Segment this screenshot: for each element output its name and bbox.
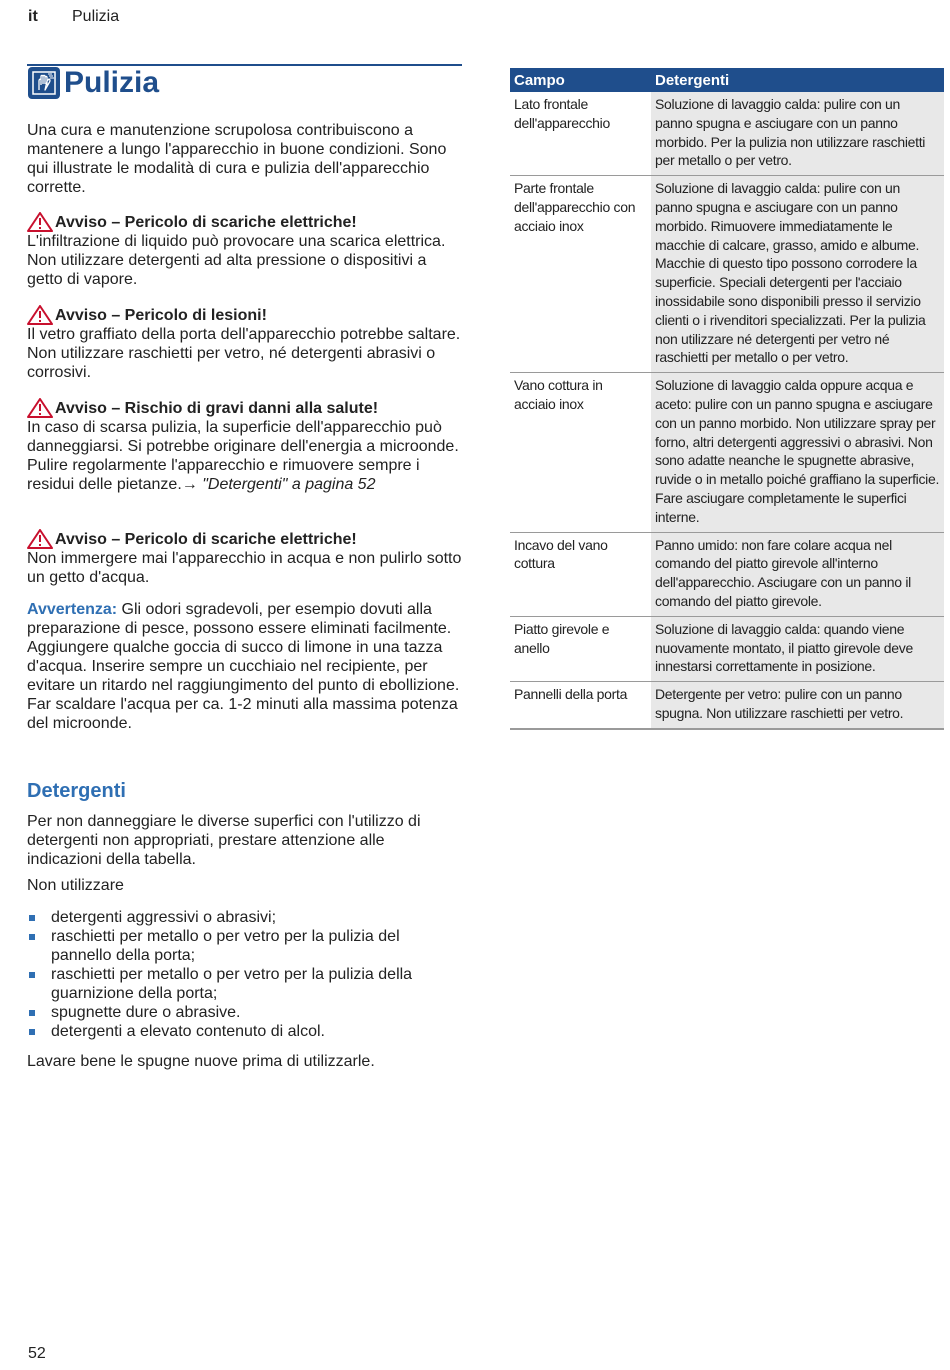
non-utilizzare-block (27, 876, 462, 895)
reference-arrow-icon: → (181, 476, 198, 493)
warning-heading: Avviso – Rischio di gravi danni alla salute! (55, 399, 379, 417)
table-cell-campo: Piatto girevole e anello (510, 616, 651, 681)
note-text: Gli odori sgradevoli, per esempio dovuti alla preparazione di pesce, possono essere eliminati facilmente. Aggiungere qualche goccia di succo di limone in una tazza d'acqua. Inserire sempre un cucchiaio nel recipiente, per evitare un ritardo nel raggiungimento del punto di ebollizione. Far scaldare l'acqua per ca. 1-2 minuti alla massima potenza del microonde. (27, 601, 460, 732)
table-cell-detergenti: Detergente per vetro: pulire con un panno spugna. Non utilizzare raschietti per vetro. (651, 682, 944, 729)
bullet-square-icon (29, 1029, 35, 1035)
table-row (510, 682, 944, 729)
warning-triangle-icon (27, 212, 53, 232)
table-cell-campo: Parte frontale dell'apparecchio con acciaio inox (510, 176, 651, 373)
warning-heading: Avviso – Pericolo di scariche elettriche! (55, 213, 357, 231)
warning-triangle-icon (27, 305, 53, 325)
warning-text: Non immergere mai l'apparecchio in acqua e non pulirlo sotto un getto d'acqua. (27, 550, 462, 586)
warning-heading: Avviso – Pericolo di lesioni! (55, 306, 267, 324)
warning-4 (27, 529, 462, 587)
list-item: detergenti aggressivi o abrasivi; (27, 908, 462, 927)
closing-block (27, 1052, 462, 1071)
table-row (510, 532, 944, 616)
table-row (510, 176, 944, 373)
table-row (510, 92, 944, 176)
intro-block (27, 121, 462, 197)
page-title-block (28, 66, 159, 100)
detergenti-intro: Per non danneggiare le diverse superfici con l'utilizzo di detergenti non appropriati, prestare attenzione alle indicazioni della tabella. (27, 813, 421, 868)
table-cell-detergenti: Soluzione di lavaggio calda: quando viene nuovamente montato, il piatto girevole deve innestarsi correttamente in posizione. (651, 616, 944, 681)
non-utilizzare-label: Non utilizzare (27, 877, 124, 894)
header-language: it (28, 8, 38, 25)
header-section: Pulizia (72, 8, 120, 25)
detergenti-list (27, 908, 462, 1041)
detergenti-list-block (27, 908, 462, 1041)
page-number: 52 (28, 1345, 46, 1362)
table-cell-detergenti: Soluzione di lavaggio calda: pulire con un panno spugna e asciugare con un panno morbido. Rimuovere immediatamente le macchie di calcare, grasso, amido e albume. Macchie di questo tipo possono corrodere la superficie. Speciali detergenti per l'acciaio inossidabile sono disponibili presso il servizio clienti o i rivenditori specializzati. Per la pulizia non utilizzare né detergenti per vetro né raschietti per metallo o per vetro. (651, 176, 944, 373)
warning-3 (27, 398, 462, 494)
table-row (510, 616, 944, 681)
warning-text: Il vetro graffiato della porta dell'apparecchio potrebbe saltare. Non utilizzare raschietti per vetro, né detergenti abrasivi o corrosivi. (27, 326, 461, 381)
warning-text: In caso di scarsa pulizia, la superficie dell'apparecchio può danneggiarsi. Si potrebbe originare dell'energia a microonde. Pulire regolarmente l'apparecchio e rimuovere sempre i residui delle pietanze. (27, 419, 459, 493)
detergenti-intro-block (27, 812, 462, 869)
page-title: Pulizia (64, 66, 160, 99)
closing-text: Lavare bene le spugne nuove prima di utilizzarle. (27, 1053, 375, 1070)
bullet-square-icon (29, 972, 35, 978)
table-cell-campo: Pannelli della porta (510, 682, 651, 729)
table-row (510, 373, 944, 532)
warning-triangle-icon (27, 529, 53, 549)
table-cell-detergenti: Soluzione di lavaggio calda: pulire con un panno spugna e asciugare con un panno morbido. Per la pulizia non utilizzare raschietti per metallo o per vetro. (651, 92, 944, 176)
list-item: raschietti per metallo o per vetro per la pulizia della guarnizione della porta; (27, 965, 462, 1003)
table-header-row (510, 68, 944, 92)
bullet-square-icon (29, 915, 35, 921)
cleaning-table (510, 68, 944, 730)
table-cell-campo: Vano cottura in acciaio inox (510, 373, 651, 532)
cleaning-hand-icon (28, 67, 60, 99)
note-label: Avvertenza: (27, 601, 118, 618)
bullet-square-icon (29, 934, 35, 940)
table-cell-campo: Incavo del vano cottura (510, 532, 651, 616)
list-item: raschietti per metallo o per vetro per la pulizia del pannello della porta; (27, 927, 462, 965)
section-heading-detergenti: Detergenti (27, 780, 126, 802)
list-item: spugnette dure o abrasive. (27, 1003, 462, 1022)
table-cell-detergenti: Panno umido: non fare colare acqua nel comando del piatto girevole all'interno dell'apparecchio. Asciugare con un panno il comando del piatto girevole. (651, 532, 944, 616)
column-header-detergenti: Detergenti (651, 68, 944, 92)
warning-1 (27, 212, 462, 289)
page-reference-link[interactable]: "Detergenti" a pagina 52 (202, 476, 376, 493)
table-cell-campo: Lato frontale dell'apparecchio (510, 92, 651, 176)
note-block (27, 600, 462, 733)
list-item: detergenti a elevato contenuto di alcol. (27, 1022, 462, 1041)
warning-triangle-icon (27, 398, 53, 418)
table-cell-detergenti: Soluzione di lavaggio calda oppure acqua e aceto: pulire con un panno spugna e asciugare con un panno morbido. Non utilizzare spray per forno, altri detergenti aggressivi o abrasivi. Non sono adatte neanche le spugnette abrasive, ruvide o in metallo poiché graffiano la superficie. Fare asciugare completamente le superfici interne. (651, 373, 944, 532)
column-header-campo: Campo (510, 68, 651, 92)
warning-heading: Avviso – Pericolo di scariche elettriche! (55, 530, 357, 548)
intro-text: Una cura e manutenzione scrupolosa contribuiscono a mantenere a lungo l'apparecchio in buone condizioni. Sono qui illustrate le modalità di cura e pulizia dell'apparecchio corrette. (27, 122, 447, 196)
warning-text: L'infiltrazione di liquido può provocare una scarica elettrica. Non utilizzare detergenti ad alta pressione o dispositivi a getto di vapore. (27, 233, 446, 288)
warning-2 (27, 305, 462, 382)
bullet-square-icon (29, 1010, 35, 1016)
